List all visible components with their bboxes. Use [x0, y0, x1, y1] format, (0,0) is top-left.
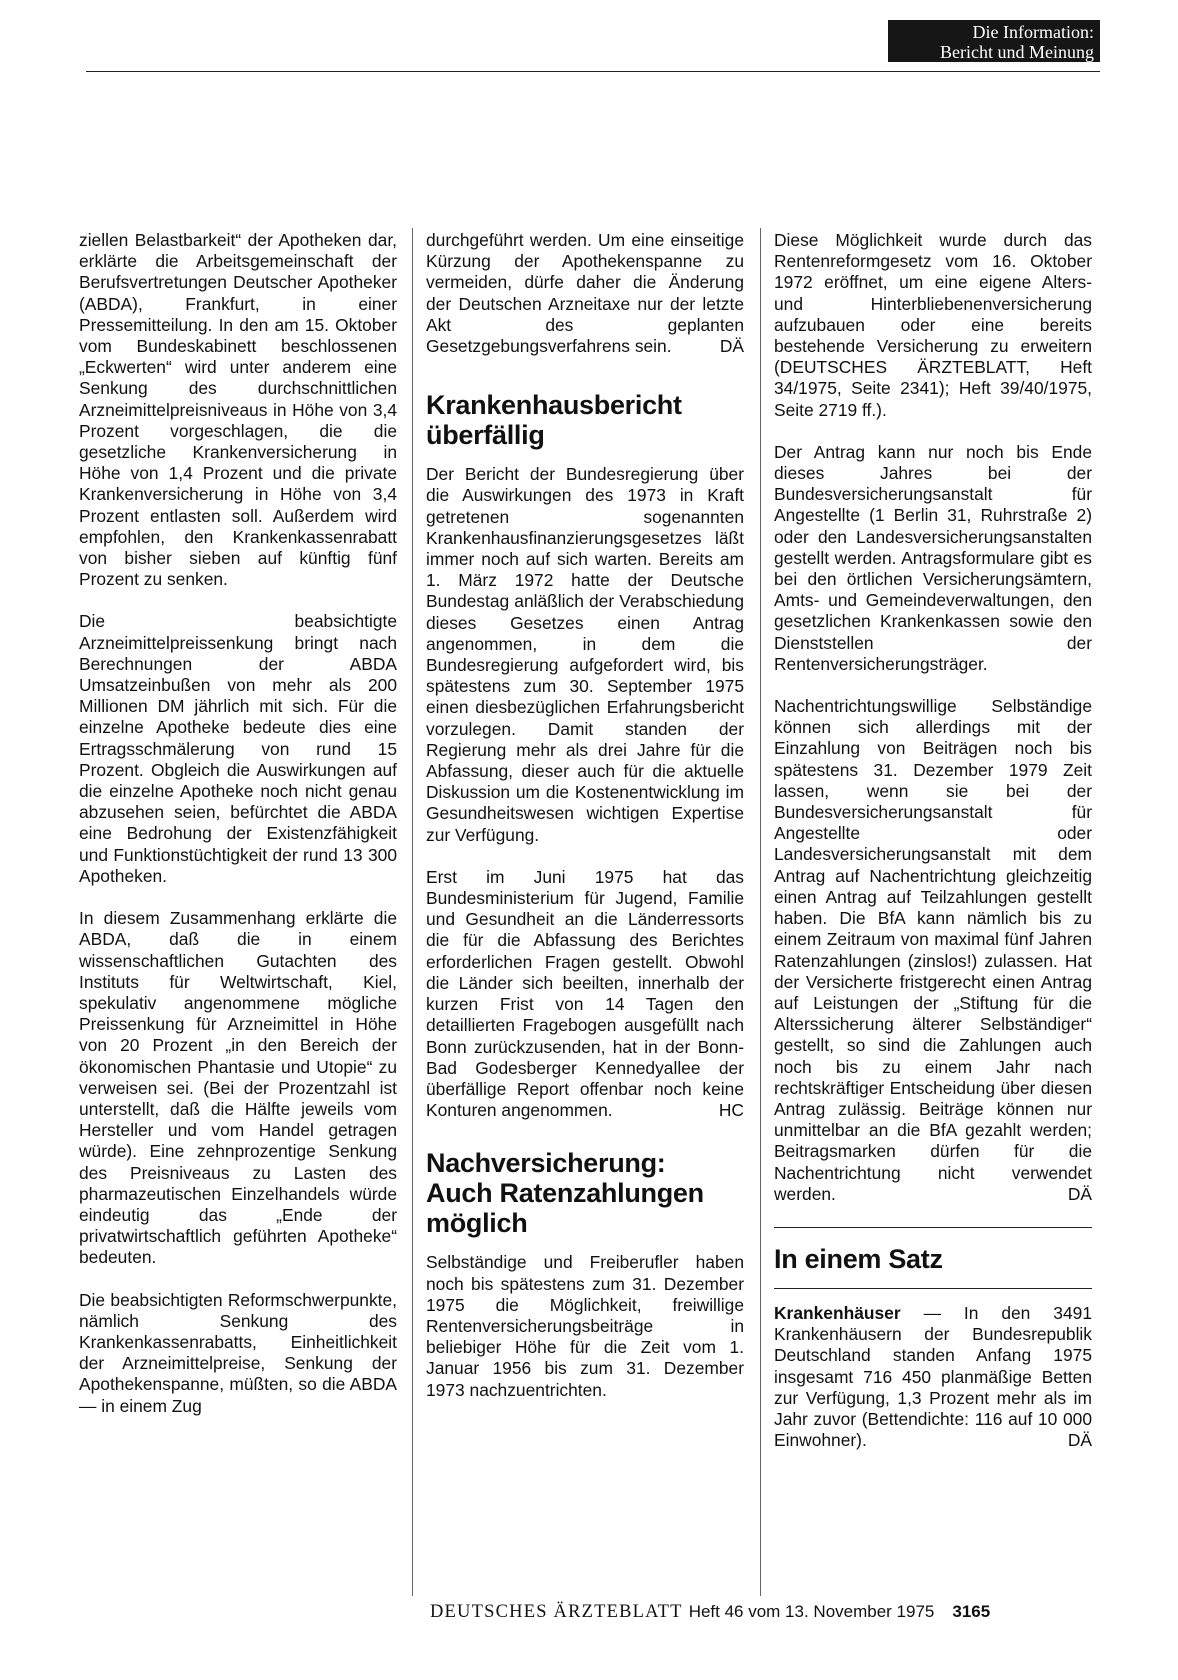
section-label: [888, 20, 1100, 62]
headline-line: Auch Ratenzahlungen: [426, 1178, 704, 1209]
lead-term: Krankenhäuser: [774, 1302, 901, 1323]
col2-paragraph-2: Der Bericht der Bundesregierung über die Auswirkungen des 1973 in Kraft getretenen sogenannten Krankenhausfinanzierungsgesetzes läßt immer noch auf sich warten. Bereits am 1. März 1972 hatte der Deutsche Bundestag anläßlich der Verabschiedung dieses Gesetzes einen Antrag angenommen, in dem die Bundesregierung aufgefordert wird, bis spätestens zum 30. September 1975 einen diesbezüglichen Erfahrungsbericht vorzulegen. Damit standen der Regierung mehr als drei Jahre für die Abfassung, dieser auch für die aktuelle Diskussion um die Kostenentwicklung im Gesundheitswesen wichtigen Expertise zur Verfügung.: [426, 464, 744, 845]
col3-paragraph-3-text: Nachentrichtungswillige Selbständige können sich allerdings mit der Einzahlung von Beiträgen noch bis spätestens 31. Dezember 1979 Zeit lassen, wenn sie bei der Bundesversicherungsanstalt für Angestellte oder Landesversicherungsanstalt mit dem Antrag auf Nachentrichtung gleichzeitig einen Antrag auf Teilzahlungen gestellt haben. Die BfA kann nämlich bis zu einem Zeitraum von maximal fünf Jahren Ratenzahlungen (zinslos!) zulassen. Hat der Versicherte fristgerecht einen Antrag auf Leistungen der „Stiftung für die Alterssicherung älterer Selbständiger“ gestellt, so sind die Zahlungen auch noch bis zu einem Jahr nach rechtskräftiger Entscheidung über diesen Antrag zulässig. Beiträge können nur unmittelbar an die BfA gezahlt werden; Beitragsmarken dürfen für die Nachentrichtung nicht verwendet werden.: [774, 696, 1092, 1204]
section-label-line2: Bericht und Meinung: [940, 42, 1094, 62]
col2-paragraph-3: [426, 867, 744, 1121]
page-footer: [430, 1602, 990, 1622]
headline-rule: [774, 1288, 1092, 1289]
col1-paragraph-3: In diesem Zusammenhang erklärte die ABDA, daß die in einem wissenschaftlichen Gutachten des Instituts für Weltwirtschaft, Kiel, spekulativ angenommene mögliche Preissenkung für Arzneimittel in Höhe von 20 Prozent „in den Bereich der ökonomischen Phantasie und Utopie“ zu verweisen sei. (Bei der Prozentzahl ist unterstellt, daß die Hälfte jeweils vom Hersteller und vom Handel getragen würde). Eine zehnprozentige Senkung des Preisniveaus zu Lasten des pharmazeutischen Einzelhandels würde eindeutig das „Ende der privatwirtschaftlich geführten Apotheke“ bedeuten.: [79, 908, 397, 1268]
headline-nachversicherung: [426, 1148, 744, 1238]
column-3: [774, 230, 1092, 1472]
author-signature: DÄ: [1067, 1183, 1092, 1204]
col3-paragraph-1: Diese Möglichkeit wurde durch das Rentenreformgesetz vom 16. Oktober 1972 eröffnet, um eine eigene Alters- und Hinterbliebenenversicherung aufzubauen oder eine bereits bestehende Versicherung zu erweitern (DEUTSCHES ÄRZTEBLATT, Heft 34/1975, Seite 2341); Heft 39/40/1975, Seite 2719 ff.).: [774, 230, 1092, 420]
issue-info: Heft 46 vom 13. November 1975: [688, 1602, 935, 1621]
headline-line: Krankenhausbericht: [426, 390, 682, 421]
headline-line: überfällig: [426, 420, 545, 451]
col2-paragraph-3-text: Erst im Juni 1975 hat das Bundesministerium für Jugend, Familie und Gesundheit an die Länderressorts die für die Abfassung des Berichtes erforderlichen Fragen gestellt. Obwohl die Länder sich beeilten, innerhalb der kurzen Frist von 14 Tagen den detaillierten Fragebogen ausgefüllt nach Bonn zurückzusenden, hat in der Bonn-Bad Godesberger Kennedyallee der überfällige Report offenbar noch keine Konturen angenommen.: [426, 866, 744, 1121]
col1-paragraph-4: Die beabsichtigten Reformschwerpunkte, nämlich Senkung des Krankenkassenrabatts, Einheitlichkeit der Arzneimittelpreise, Senkung der Apothekenspanne, müßten, so die ABDA — in einem Zug: [79, 1289, 397, 1416]
col3-paragraph-4-text: — In den 3491 Krankenhäusern der Bundesrepublik Deutschland standen Anfang 1975 insgesamt 716 450 planmäßige Betten zur Verfügung, 1,3 Prozent mehr als im Jahr zuvor (Bettendichte: 116 auf 10 000 Einwohner).: [774, 1302, 1092, 1451]
headline-line: möglich: [426, 1208, 528, 1239]
column-separator-1: [412, 228, 413, 1596]
col3-paragraph-3: [774, 696, 1092, 1205]
journal-name: DEUTSCHES ÄRZTEBLATT: [430, 1602, 683, 1622]
col2-paragraph-1-text: durchgeführt werden. Um eine einseitige Kürzung der Apothekenspanne zu vermeiden, dürfe daher die Änderung der Deutschen Arzneitaxe nur der letzte Akt des geplanten Gesetzgebungsverfahrens sein.: [426, 230, 744, 357]
column-1: [79, 230, 397, 1438]
author-signature: DÄ: [1067, 1430, 1092, 1451]
column-separator-2: [760, 228, 761, 1596]
section-label-line1: Die Information:: [972, 22, 1094, 42]
col3-paragraph-4: [774, 1303, 1092, 1451]
headline-in-einem-satz: In einem Satz: [774, 1243, 943, 1274]
col3-paragraph-2: Der Antrag kann nur noch bis Ende dieses Jahres bei der Bundesversicherungsanstalt für Angestellte (1 Berlin 31, Ruhrstraße 2) oder den Landesversicherungsanstalten gestellt werden. Antragsformulare gibt es bei den örtlichen Versicherungsämtern, Amts- und Gemeindeverwaltungen, den gesetzlichen Krankenkassen sowie den Dienststellen der Rentenversicherungsträger.: [774, 441, 1092, 674]
author-signature: HC: [718, 1100, 744, 1121]
headline-line: Nachversicherung:: [426, 1148, 666, 1179]
col2-paragraph-1: [426, 230, 744, 357]
col2-paragraph-4: Selbständige und Freiberufler haben noch bis spätestens zum 31. Dezember 1975 die Möglichkeit, freiwillige Rentenversicherungsbeiträge in beliebiger Höhe für die Zeit vom 1. Januar 1956 bis zum 31. Dezember 1973 nachzuentrichten.: [426, 1252, 744, 1400]
page-number: 3165: [952, 1602, 991, 1621]
column-2: [426, 230, 744, 1422]
headline-rule: [774, 1227, 1092, 1228]
author-signature: DÄ: [719, 336, 744, 357]
col1-paragraph-1: ziellen Belastbarkeit“ der Apotheken dar, erklärte die Arbeitsgemeinschaft der Berufsvertretungen Deutscher Apotheker (ABDA), Frankfurt, in einer Pressemitteilung. In den am 15. Oktober vom Bundeskabinett beschlossenen „Eckwerten“ wird unter anderem eine Senkung des durchschnittlichen Arzneimittelpreisniveaus in Höhe von 3,4 Prozent vorgeschlagen, die die gesetzliche Krankenversicherung in Höhe von 1,4 Prozent und die private Krankenversicherung in Höhe von 3,4 Prozent entlasten soll. Außerdem wird empfohlen, den Krankenkassenrabatt von bisher sieben auf künftig fünf Prozent zu senken.: [79, 230, 397, 590]
col1-paragraph-2: Die beabsichtigte Arzneimittelpreissenkung bringt nach Berechnungen der ABDA Umsatzeinbußen von mehr als 200 Millionen DM jährlich mit sich. Für die einzelne Apotheke bedeute dies eine Ertragsschmälerung von rund 15 Prozent. Obgleich die Auswirkungen auf die einzelne Apotheke noch nicht genau abzusehen seien, befürchtet die ABDA eine Bedrohung der Existenzfähigkeit und Funktionstüchtigkeit der rund 13 300 Apotheken.: [79, 611, 397, 886]
header-rule: [86, 71, 1100, 72]
headline-krankenhausbericht: [426, 390, 744, 450]
